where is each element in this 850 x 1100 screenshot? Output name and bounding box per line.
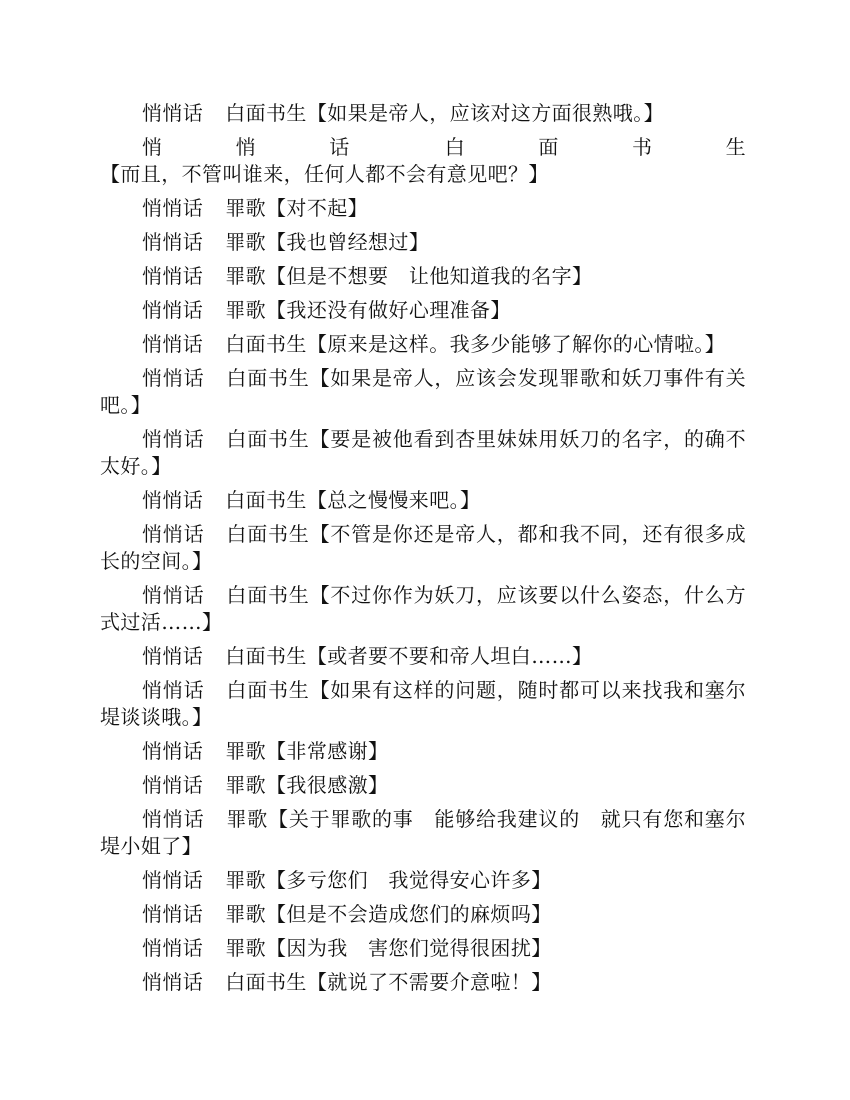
document-page: [100, 100, 746, 1003]
channel-label: 悄悄话: [142, 196, 204, 220]
chat-line: [100, 677, 746, 731]
message-text: 【因为我 害您们觉得很困扰】: [266, 936, 552, 960]
chat-line: [100, 365, 746, 419]
chat-line: [100, 100, 746, 127]
message-text: 【总之慢慢来吧。】: [306, 488, 481, 512]
channel-label: 悄悄话: [142, 936, 204, 960]
speaker-name: 白面书生: [225, 970, 307, 994]
channel-label: 悄悄话: [142, 902, 204, 926]
chat-line: [100, 772, 746, 799]
chat-line: [100, 806, 746, 860]
chat-line: [100, 487, 746, 514]
message-text: 【而且，不管叫谁来，任何人都不会有意见吧？】: [100, 162, 549, 186]
chat-line: [100, 195, 746, 222]
speaker-name: 罪歌: [226, 807, 269, 831]
speaker-name: 白面书生: [225, 644, 307, 668]
speaker-name: 罪歌: [225, 868, 267, 892]
speaker-name: 罪歌: [225, 739, 267, 763]
channel-label: 悄悄话: [142, 230, 204, 254]
chat-line: [100, 331, 746, 358]
channel-label: 悄悄话: [142, 522, 205, 546]
channel-label: 悄悄话: [142, 644, 204, 668]
speaker-name: 罪歌: [225, 196, 267, 220]
message-text: 【或者要不要和帝人坦白……】: [306, 644, 593, 668]
channel-label: 悄悄话: [142, 583, 205, 607]
channel-label: 悄悄话: [142, 970, 204, 994]
message-text: 【但是不想要 让他知道我的名字】: [266, 264, 593, 288]
message-text: 【如果是帝人，应该会发现罪歌和妖刀事件有关吧。】: [100, 366, 746, 417]
speaker-name: 罪歌: [225, 264, 267, 288]
message-text: 【非常感谢】: [266, 739, 389, 763]
message-text: 【要是被他看到杏里妹妹用妖刀的名字，的确不太好。】: [100, 427, 746, 478]
message-text: 【我也曾经想过】: [266, 230, 430, 254]
message-text: 【不过你作为妖刀，应该要以什么姿态，什么方式过活……】: [100, 583, 746, 634]
chat-line: [100, 521, 746, 575]
speaker-name: 白面书生: [226, 522, 310, 546]
speaker-name: 白面书生: [226, 678, 310, 702]
channel-label: 悄悄话: [142, 807, 205, 831]
speaker-name: 白面书生: [226, 427, 310, 451]
message-text: 【对不起】: [266, 196, 369, 220]
message-text: 【如果有这样的问题，随时都可以来找我和塞尔堤谈谈哦。】: [100, 678, 746, 729]
channel-label: 悄悄话: [142, 868, 204, 892]
message-text: 【不管是你还是帝人，都和我不同，还有很多成长的空间。】: [100, 522, 746, 573]
chat-line: [100, 134, 746, 188]
chat-line: [100, 867, 746, 894]
channel-label: 悄悄话: [142, 427, 205, 451]
message-text: 【原来是这样。我多少能够了解你的心情啦。】: [306, 332, 726, 356]
speaker-name: 罪歌: [225, 936, 267, 960]
speaker-name: 罪歌: [225, 230, 267, 254]
chat-line: [100, 901, 746, 928]
message-text: 【关于罪歌的事 能够给我建议的 就只有您和塞尔堤小姐了】: [100, 807, 746, 858]
message-text: 【就说了不需要介意啦！】: [306, 970, 552, 994]
chat-line: [100, 969, 746, 996]
speaker-name: 白面书生: [225, 101, 307, 125]
message-text: 【如果是帝人，应该对这方面很熟哦。】: [306, 101, 665, 125]
speaker-name: 罪歌: [225, 902, 267, 926]
chat-line: [100, 297, 746, 324]
chat-line: [100, 738, 746, 765]
message-text: 【多亏您们 我觉得安心许多】: [266, 868, 552, 892]
chat-line: [100, 229, 746, 256]
chat-line: [100, 263, 746, 290]
chat-line: [100, 582, 746, 636]
speaker-name: 罪歌: [225, 773, 267, 797]
speaker-name: 白面书生: [444, 135, 746, 159]
speaker-name: 白面书生: [226, 583, 310, 607]
chat-line: [100, 935, 746, 962]
channel-label: 悄悄话: [142, 135, 423, 159]
channel-label: 悄悄话: [142, 298, 204, 322]
channel-label: 悄悄话: [142, 678, 205, 702]
speaker-name: 白面书生: [225, 488, 307, 512]
message-text: 【我还没有做好心理准备】: [266, 298, 511, 322]
channel-label: 悄悄话: [142, 366, 205, 390]
channel-label: 悄悄话: [142, 332, 204, 356]
channel-label: 悄悄话: [142, 488, 204, 512]
channel-label: 悄悄话: [142, 101, 204, 125]
message-text: 【我很感激】: [266, 773, 389, 797]
chat-line: [100, 426, 746, 480]
channel-label: 悄悄话: [142, 739, 204, 763]
message-text: 【但是不会造成您们的麻烦吗】: [266, 902, 552, 926]
chat-line: [100, 643, 746, 670]
speaker-name: 罪歌: [225, 298, 267, 322]
channel-label: 悄悄话: [142, 264, 204, 288]
speaker-name: 白面书生: [225, 332, 307, 356]
speaker-name: 白面书生: [226, 366, 310, 390]
channel-label: 悄悄话: [142, 773, 204, 797]
